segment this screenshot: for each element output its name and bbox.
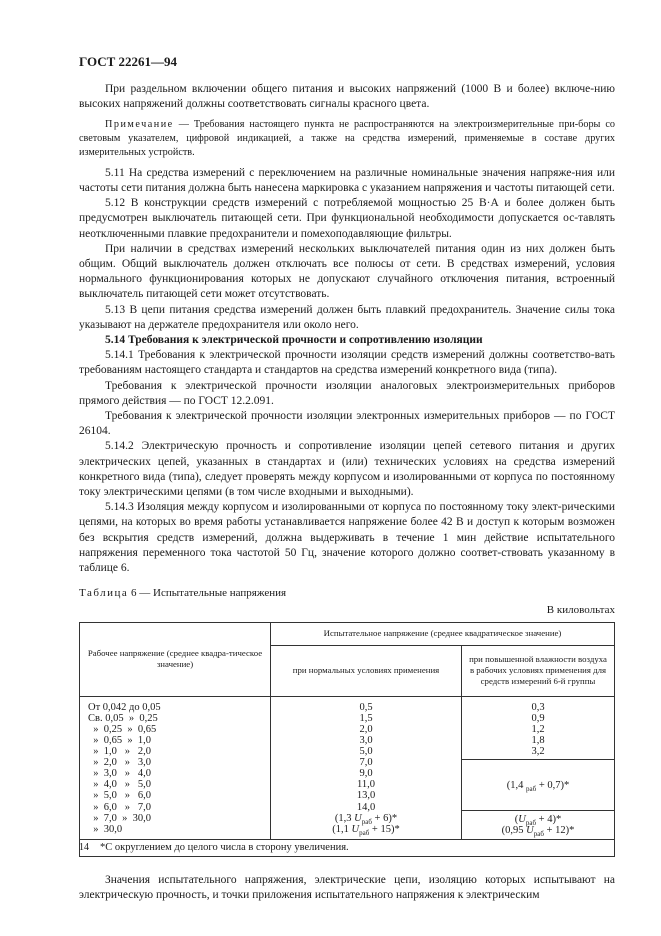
test-voltage-value: 5,0 [359,746,373,758]
page-number: 14 [79,842,89,853]
test-voltage-value: 1,5 [359,712,373,724]
test-voltage-value: 1,2 [531,723,545,735]
paragraph-5-14-1: 5.14.1 Требования к электрической прочности изоляции средств измерений должны соответство-вать требованиям настоящего стандарта и стандартов на средства измерений конкретного вида (типа). [79,349,615,377]
voltage-range: От 0,042 до 0,05 [88,701,161,713]
test-voltage-value: 0,5 [359,701,373,713]
test-voltage-value: 1,8 [531,734,545,746]
note-label: Примечание [105,119,174,131]
table-caption: Таблица 6 — Испытательные напряжения [79,587,287,600]
humidity-values-block [462,697,614,760]
normal-conditions-column [271,696,462,839]
paragraph-5-12: 5.12 В конструкции средств измерений с потребляемой мощностью 25 В·А и более должен быть предусмотрен выключатель питающей сети. При функциональной необходимости допускается ос-тавлять неотключенными плавкие предохранители и помехоподавляющие фильтры. [79,197,615,240]
paragraph: Требования к электрической прочности изоляции электронных измерительных приборов — по ГОСТ 26104. [79,410,615,438]
voltage-range: » 0,25 » 0,65 [88,723,157,735]
test-voltage-value: 13,0 [356,790,376,802]
standard-code: ГОСТ 22261—94 [79,54,178,69]
voltage-range: » 2,0 » 3,0 [88,757,151,769]
table-units: В киловольтах [546,604,615,617]
paragraph: При раздельном включении общего питания и высоких напряжений (1000 В и более) включе-нию высоких напряжений должны соответствовать сигналы красного цвета. [79,83,615,111]
table-footnote: *С округлением до целого числа в сторону увеличения. [80,839,615,856]
test-voltage-formula: (1,4 $_{раб}$ + 0,7)* [506,779,570,793]
paragraph: При наличии в средствах измерений нескольких выключателей питания один из них должен быть общим. Общий выключатель должен отключать все полюсы от сети. В средствах измерений, условия нормального функционирования которых не допускают случайного отключения питания, встроенный выключатель питающей сети может отсутствовать. [79,242,615,301]
voltage-range: » 5,0 » 6,0 [88,790,151,802]
test-voltage-formula: (0,95 $U_{раб} + 12)*$ [501,825,575,839]
test-voltage-value: 0,9 [531,712,545,724]
paragraph: Требования к электрической прочности изоляции аналоговых электроизмерительных приборов прямого действия — по ГОСТ 12.2.091. [79,379,615,407]
high-humidity-column [462,696,615,839]
paragraph: Значения испытательного напряжения, электрические цепи, изоляцию которых испытывают на электрическую прочность, и точки приложения испытательного напряжения к электрическим [79,873,615,902]
header-normal-conditions: при нормальных условиях применения [271,645,462,696]
note [79,118,615,159]
paragraph-5-11: 5.11 На средства измерений с переключением на различные номинальные значения напряже-ния или частоты сети питания должна быть нанесена маркировка с указанием напряжения и частоты питающей сети. [79,166,615,194]
test-voltage-value: 3,0 [359,734,373,746]
test-voltage-value: 11,0 [357,779,375,791]
voltage-range: » 7,0 » 30,0 [88,812,151,824]
test-voltage-value: 2,0 [359,723,373,735]
test-voltage-value: 9,0 [359,768,373,780]
test-voltage-value: 7,0 [359,757,373,769]
test-voltage-formula: (1,1 $U_{раб} + 15)*$ [332,823,400,837]
header-working-voltage: Рабочее напряжение (среднее квадра-тическое значение) [80,622,271,696]
voltage-range: » 4,0 » 5,0 [88,779,151,791]
test-voltage-formula: (1,3 $U_{раб} + 6)*$ [334,812,398,826]
voltage-range: » 6,0 » 7,0 [88,801,151,813]
test-voltage-value: 3,2 [531,746,545,758]
humidity-formula-block [462,760,614,811]
section-heading-5-14: 5.14 Требования к электрической прочности и сопротивлению изоляции [105,334,483,347]
note-text: — Требования настоящего пункта не распространяются на электроизмерительные при-боры со световым указателем, цифровой индикацией, а также на средства измерений, применяемые в составе других измерительных устройств. [79,119,615,158]
voltage-range: Св. 0,05 » 0,25 [88,712,158,724]
voltage-range: » 0,65 » 1,0 [88,734,151,746]
voltage-range: » 1,0 » 2,0 [88,746,151,758]
paragraph-5-14-2: 5.14.2 Электрическую прочность и сопротивление изоляции цепей сетевого питания и других электрических цепей, указанных в стандартах и (или) технических условиях на средства измерений конкретного вида (типа), следует проверять между корпусом и изолированными от корпуса по постоянному току электрическими цепями (в том числе входными и выходными). [79,440,615,499]
test-voltage-formula: $(U_{раб} + 4)*$ [514,814,562,828]
test-voltage-value: 0,3 [531,701,545,713]
paragraph-5-14-3: 5.14.3 Изоляция между корпусом и изолированными от корпуса по постоянному току элект-рическими цепями, на которых во время работы устанавливается напряжение более 42 В и доступ к которым возможен без вскрытия средств измерений, должна выдерживать в течение 1 мин действие испытательного напряжения переменного тока частотой 50 Гц, значение которого должно соответ-ствовать указанному в таблице 6. [79,501,615,575]
header-high-humidity: при повышенной влажности воздуха в рабочих условиях применения для средств измерений 6-й группы [462,645,615,696]
test-voltage-table [79,622,615,857]
paragraph-5-13: 5.13 В цепи питания средства измерений должен быть плавкий предохранитель. Значение силы тока указывают на держателе предохранителя или около него. [79,303,615,331]
voltage-range: » 30,0 [88,823,123,835]
header-test-voltage: Испытательное напряжение (среднее квадратическое значение) [271,622,615,645]
working-voltage-column [80,696,271,839]
test-voltage-value: 14,0 [356,801,376,813]
humidity-formula-block [462,811,614,838]
voltage-range: » 3,0 » 4,0 [88,768,151,780]
document-body [79,82,615,903]
